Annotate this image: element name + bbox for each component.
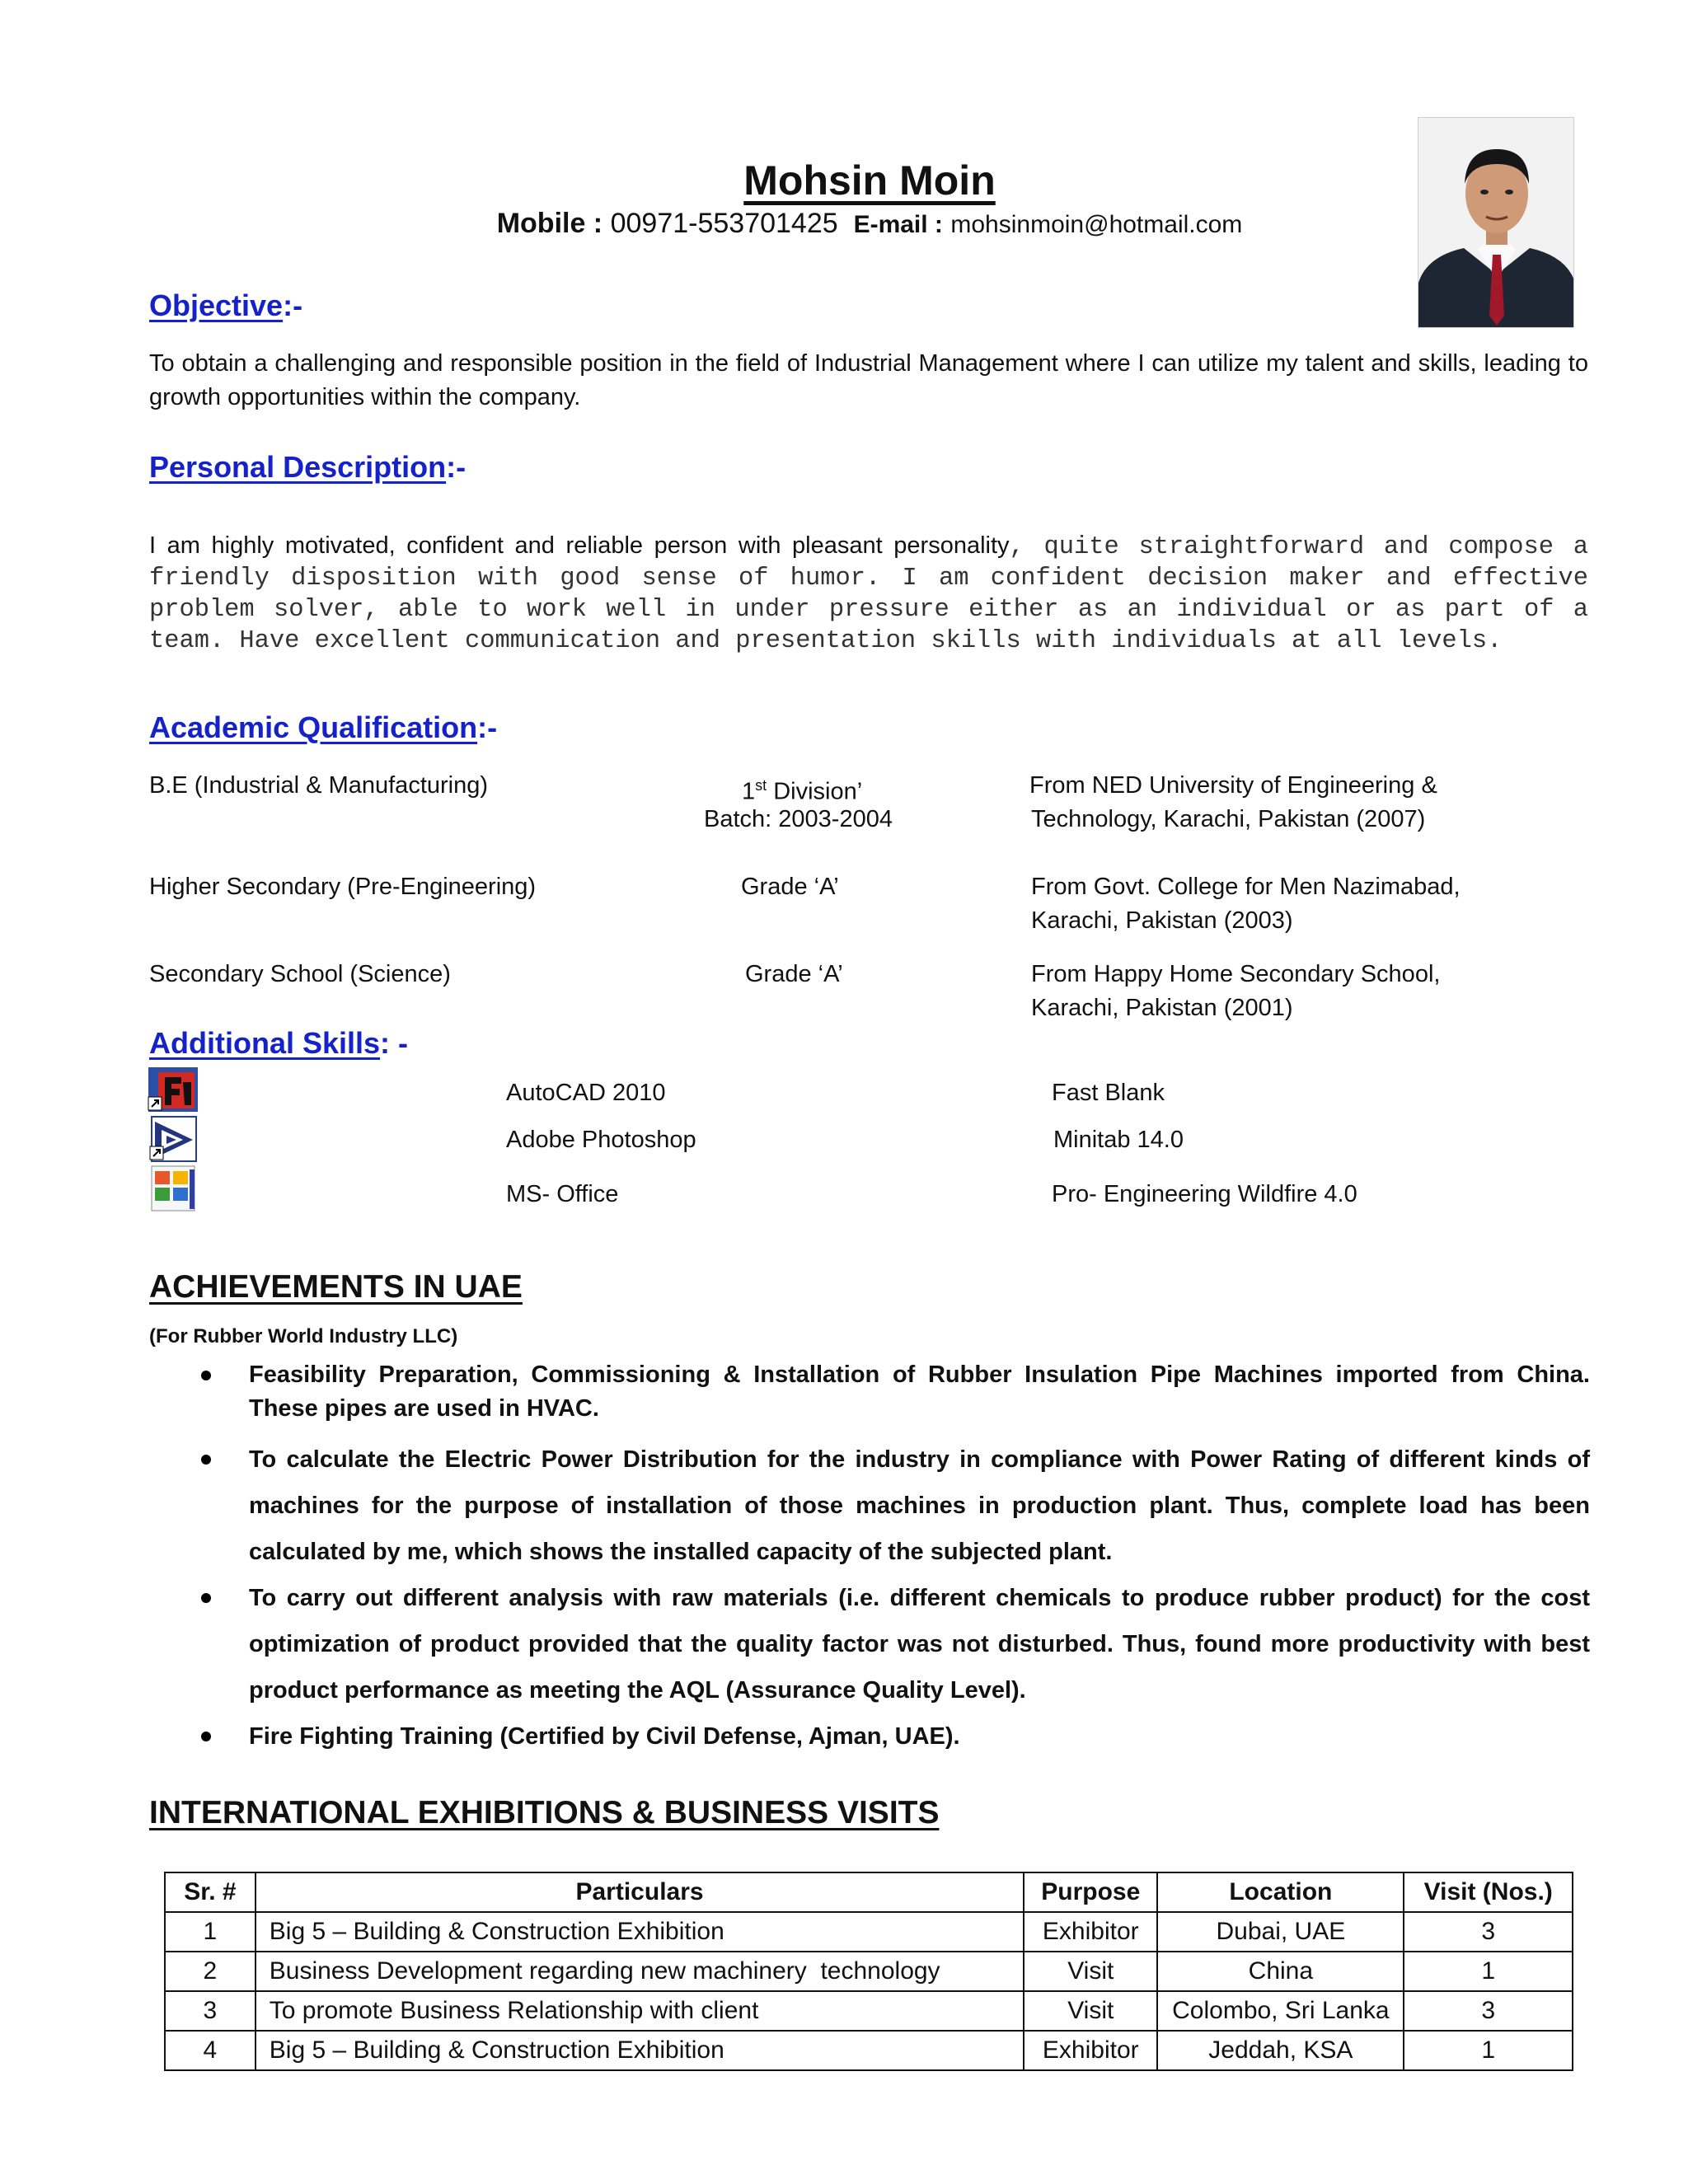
table-row: [165, 1952, 1573, 1991]
objective-heading: Objective:-: [149, 288, 303, 322]
cell-particulars: To promote Business Relationship with client: [256, 1991, 1025, 2031]
skill-ms-office: MS- Office: [506, 1181, 619, 1207]
mobile-label: Mobile :: [496, 208, 603, 239]
cell-location: Jeddah, KSA: [1157, 2031, 1404, 2070]
achievements-heading: ACHIEVEMENTS IN UAE: [149, 1269, 523, 1305]
table-row: [165, 1991, 1573, 2031]
column-header: Sr. #: [165, 1872, 256, 1912]
cell-purpose: Visit: [1024, 1991, 1157, 2031]
list-item: To carry out different analysis with raw materials (i.e. different chemicals to produce rubber product) for the cost optimization of product provided that the quality factor was not disturbed. Thus, found more productivity with best product performance as meeting the AQL (Assurance Quality Level).: [149, 1575, 1590, 1713]
table-row: [165, 1912, 1573, 1952]
skill-fast-blank: Fast Blank: [1052, 1080, 1165, 1106]
achievements-list: [149, 1358, 1590, 1760]
cell-particulars: Big 5 – Building & Construction Exhibition: [256, 1912, 1025, 1952]
cell-particulars: Business Development regarding new machinery technology: [256, 1952, 1025, 1991]
institute-hsc-line1: From Govt. College for Men Nazimabad,: [1031, 874, 1461, 900]
cell-location: Dubai, UAE: [1157, 1912, 1404, 1952]
academic-heading: Academic Qualification:-: [149, 710, 498, 744]
cell-location: Colombo, Sri Lanka: [1157, 1991, 1404, 2031]
bullet-icon: [201, 1732, 211, 1741]
cell-sr: 1: [165, 1912, 256, 1952]
skill-photoshop: Adobe Photoshop: [506, 1127, 696, 1153]
degree-be: B.E (Industrial & Manufacturing): [149, 772, 489, 799]
cell-purpose: Exhibitor: [1024, 2031, 1157, 2070]
batch-be: Batch: 2003-2004: [704, 806, 893, 832]
skill-pro-engineering: Pro- Engineering Wildfire 4.0: [1052, 1181, 1357, 1207]
bullet-icon: [201, 1593, 211, 1603]
personal-description-text: I am highly motivated, confident and reliable person with pleasant personality, quite straightforward and compose a friendly disposition with good sense of humor. I am confident decision maker and effective problem solver, able to work well in under pressure either as an individual or as part of a team. Have excellent communication and presentation skills with individuals at all levels.: [149, 532, 1588, 655]
table-header-row: [165, 1872, 1573, 1912]
column-header: Location: [1157, 1872, 1404, 1912]
cell-visits: 3: [1404, 1991, 1573, 2031]
degree-hsc: Higher Secondary (Pre-Engineering): [149, 874, 537, 900]
exhibitions-table: [164, 1872, 1573, 2071]
minitab-icon: [147, 1115, 199, 1163]
candidate-name: Mohsin Moin: [743, 157, 996, 204]
list-item: To calculate the Electric Power Distribution for the industry in compliance with Power Rating of different kinds of machines for the purpose of installation of those machines in production plant. Thus, complete load has been calculated by me, which shows the installed capacity of the subjected plant.: [149, 1436, 1590, 1575]
cell-visits: 1: [1404, 2031, 1573, 2070]
institute-be-line1: From NED University of Engineering &: [1029, 772, 1437, 799]
cell-sr: 4: [165, 2031, 256, 2070]
list-item: Feasibility Preparation, Commissioning & Installation of Rubber Insulation Pipe Machines imported from China. These pipes are used in HVAC.: [149, 1358, 1590, 1426]
bullet-icon: [201, 1371, 211, 1380]
grade-hsc: Grade ‘A’: [741, 874, 839, 900]
column-header: Visit (Nos.): [1404, 1872, 1573, 1912]
cell-particulars: Big 5 – Building & Construction Exhibition: [256, 2031, 1025, 2070]
column-header: Particulars: [256, 1872, 1025, 1912]
bullet-icon: [201, 1455, 211, 1465]
degree-ssc: Secondary School (Science): [149, 961, 451, 987]
institute-ssc-line1: From Happy Home Secondary School,: [1031, 961, 1441, 987]
exhibitions-heading: INTERNATIONAL EXHIBITIONS & BUSINESS VISITS: [149, 1795, 940, 1830]
cell-location: China: [1157, 1952, 1404, 1991]
cell-sr: 2: [165, 1952, 256, 1991]
achievements-company: (For Rubber World Industry LLC): [149, 1325, 458, 1347]
skills-heading: Additional Skills: -: [149, 1026, 409, 1060]
fast-blank-icon: [147, 1066, 199, 1113]
cell-sr: 3: [165, 1991, 256, 2031]
table-row: [165, 2031, 1573, 2070]
profile-photo: [1418, 117, 1574, 328]
grade-be: 1st Division’: [742, 777, 863, 805]
skill-minitab: Minitab 14.0: [1053, 1127, 1184, 1153]
mobile-number: 00971-553701425: [610, 208, 838, 239]
institute-be-line2: Technology, Karachi, Pakistan (2007): [1031, 806, 1426, 832]
grade-ssc: Grade ‘A’: [745, 961, 843, 987]
skill-autocad: AutoCAD 2010: [506, 1080, 666, 1106]
institute-ssc-line2: Karachi, Pakistan (2001): [1031, 995, 1293, 1021]
list-item: Fire Fighting Training (Certified by Civil Defense, Ajman, UAE).: [149, 1713, 1590, 1760]
institute-hsc-line2: Karachi, Pakistan (2003): [1031, 907, 1293, 934]
cell-visits: 1: [1404, 1952, 1573, 1991]
cell-purpose: Visit: [1024, 1952, 1157, 1991]
cell-visits: 3: [1404, 1912, 1573, 1952]
cell-purpose: Exhibitor: [1024, 1912, 1157, 1952]
personal-description-heading: Personal Description:-: [149, 450, 467, 484]
ms-office-icon: [147, 1165, 199, 1212]
email-label: E-mail :: [853, 211, 943, 238]
column-header: Purpose: [1024, 1872, 1157, 1912]
objective-text: To obtain a challenging and responsible position in the field of Industrial Management where I can utilize my talent and skills, leading to growth opportunities within the company.: [149, 350, 1588, 410]
email-address: mohsinmoin@hotmail.com: [950, 211, 1243, 238]
